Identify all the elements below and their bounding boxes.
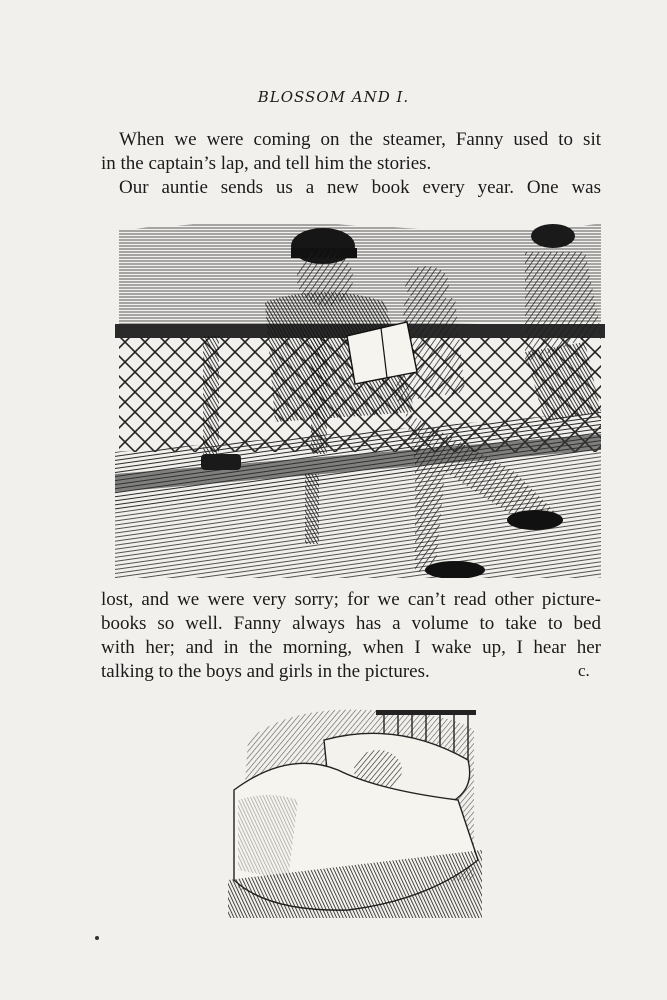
signature-initial: c. — [578, 661, 590, 680]
ink-speck — [95, 936, 99, 940]
text-line: lost, and we were very sorry; for we can’t read other picture- — [101, 589, 601, 610]
text-line: books so well. Fanny always has a volume to take to bed — [101, 613, 601, 634]
sleeping-child-illustration — [228, 700, 482, 918]
text-line: When we were coming on the steamer, Fanny used to sit — [119, 129, 601, 150]
running-head: BLOSSOM AND I. — [257, 88, 410, 106]
text-line: with her; and in the morning, when I wake up, I hear her — [101, 637, 601, 658]
text-line: in the captain’s lap, and tell him the stories. — [101, 153, 432, 174]
steamer-deck-illustration — [115, 212, 605, 578]
text-line: Our auntie sends us a new book every year. One was — [119, 177, 601, 198]
text-line: talking to the boys and girls in the pictures. — [101, 661, 430, 682]
